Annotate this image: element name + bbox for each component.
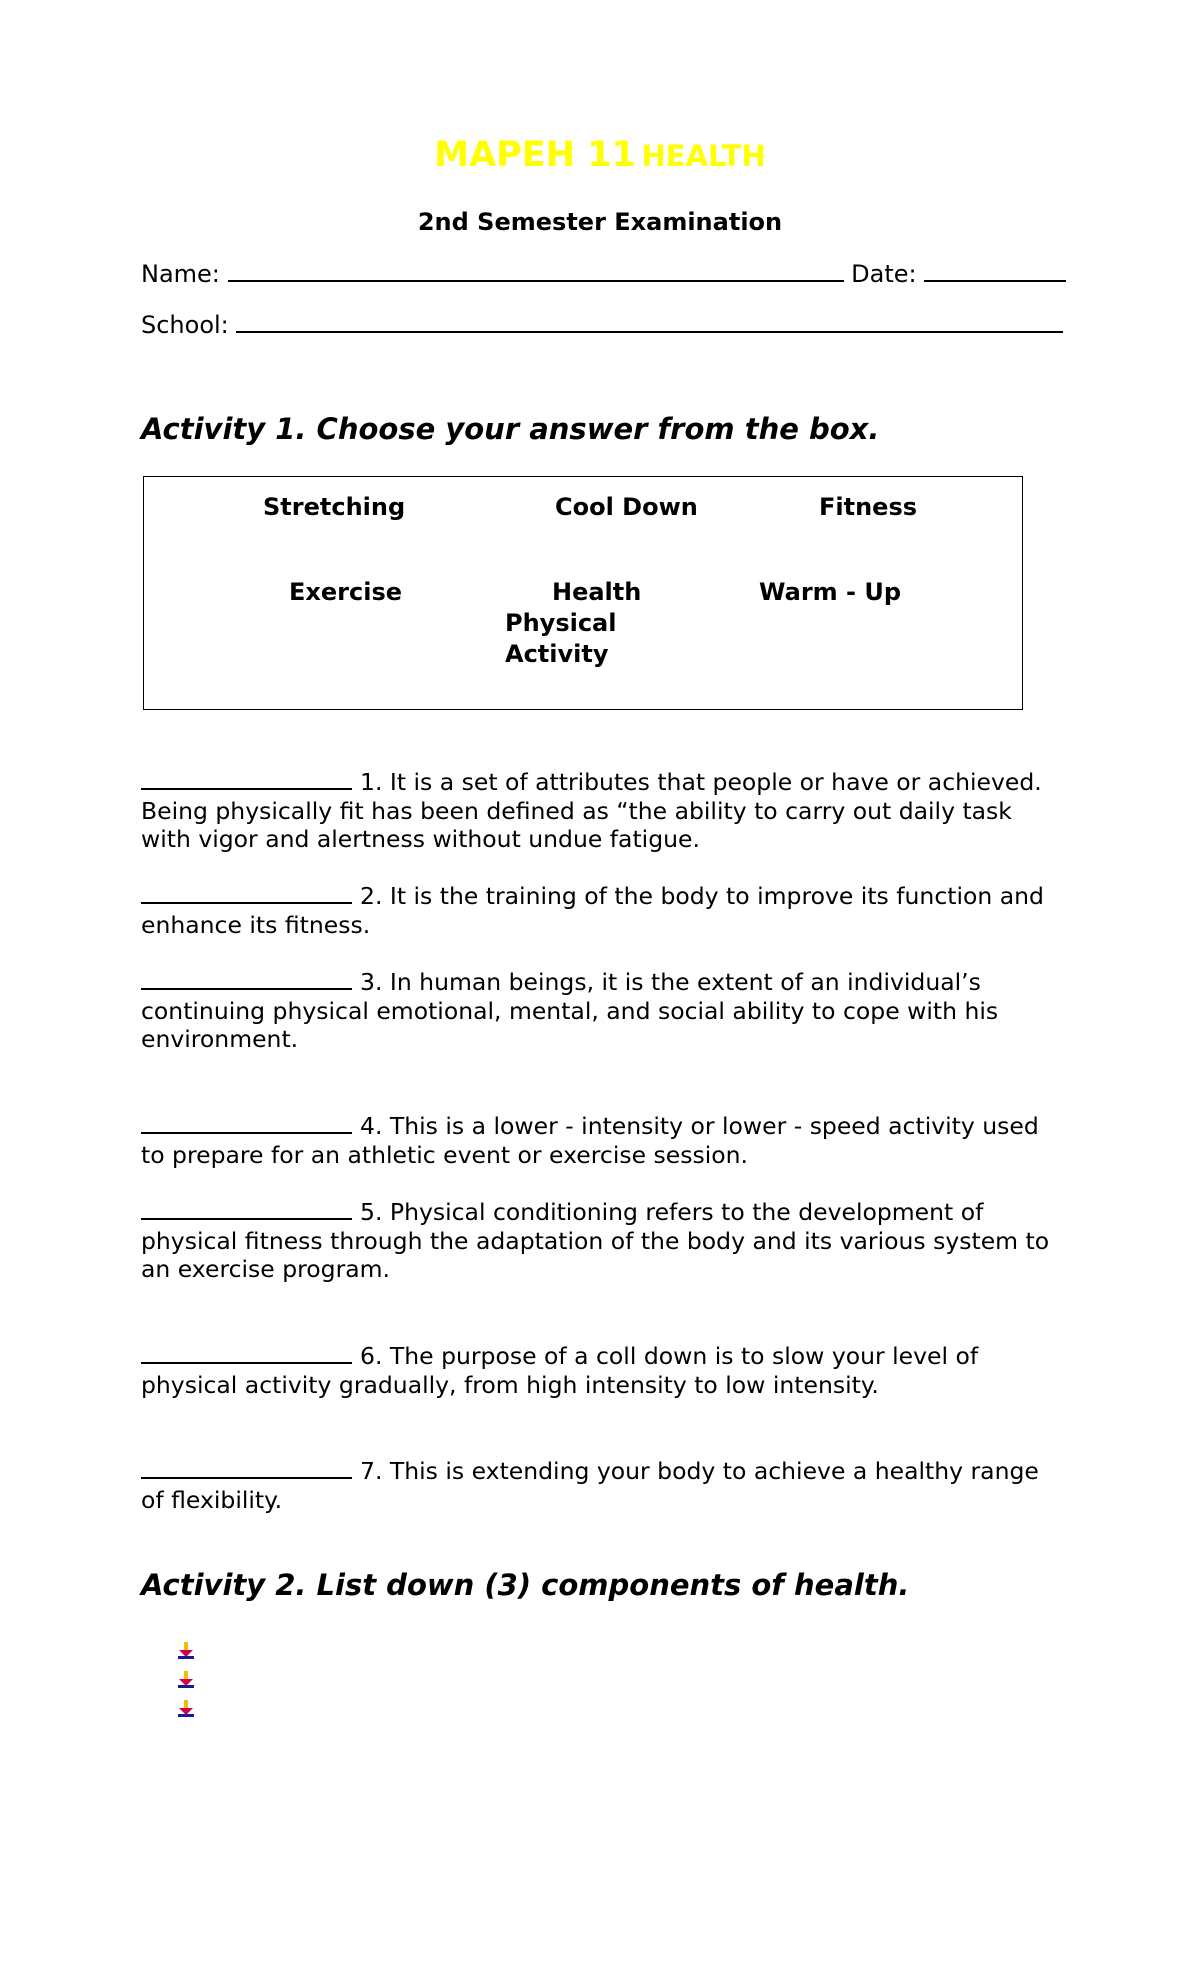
question-text: 6. The purpose of a coll down is to slow your level of physical activity gradually, from high intensity to low intensity. xyxy=(141,1342,979,1399)
exam-subtitle: 2nd Semester Examination xyxy=(417,208,783,236)
choice-word: Health xyxy=(552,578,642,606)
question-text: 2. It is the training of the body to improve its function and enhance its fitness. xyxy=(141,882,1044,939)
question-item xyxy=(141,1110,1061,1169)
question-text: 4. This is a lower - intensity or lower - speed activity used to prepare for an athletic event or exercise session. xyxy=(141,1112,1039,1169)
arrow-bullet-icon xyxy=(176,1670,196,1690)
choice-word: Stretching xyxy=(263,493,406,521)
question-item xyxy=(141,1340,1061,1399)
arrow-bullet-icon xyxy=(176,1699,196,1719)
choice-word: Exercise xyxy=(289,578,403,606)
school-row xyxy=(141,309,1063,339)
page-title xyxy=(0,135,1200,175)
school-blank[interactable] xyxy=(236,309,1063,333)
name-blank[interactable] xyxy=(228,258,844,282)
choice-word: Fitness xyxy=(819,493,918,521)
answer-blank[interactable] xyxy=(141,1340,352,1364)
answer-box xyxy=(143,476,1023,710)
answer-blank[interactable] xyxy=(141,1196,352,1220)
choice-word: Warm - Up xyxy=(759,578,901,606)
date-blank[interactable] xyxy=(924,258,1066,282)
school-label: School: xyxy=(141,311,229,339)
choice-word: Cool Down xyxy=(555,493,698,521)
question-item xyxy=(141,880,1061,939)
question-text: 5. Physical conditioning refers to the development of physical fitness through the adaptation of the body and its various system to an exercise program. xyxy=(141,1198,1050,1283)
answer-blank[interactable] xyxy=(141,766,352,790)
question-text: 1. It is a set of attributes that people or have or achieved. Being physically fit has been defined as “the ability to carry out daily task with vigor and alertness without undue fatigue. xyxy=(141,768,1042,853)
activity-1-heading: Activity 1. Choose your answer from the box. xyxy=(141,412,880,446)
question-text: 3. In human beings, it is the extent of an individual’s continuing physical emotional, mental, and social ability to cope with his environment. xyxy=(141,968,999,1053)
answer-blank[interactable] xyxy=(141,1455,352,1479)
choice-word: Physical xyxy=(505,609,617,637)
title-main: MAPEH 11 xyxy=(434,135,636,175)
answer-blank[interactable] xyxy=(141,966,352,990)
question-item xyxy=(141,766,1061,854)
question-item xyxy=(141,1455,1061,1514)
arrow-bullet-icon xyxy=(176,1641,196,1661)
answer-blank[interactable] xyxy=(141,880,352,904)
title-sub: HEALTH xyxy=(641,139,766,173)
answer-blank[interactable] xyxy=(141,1110,352,1134)
question-text: 7. This is extending your body to achieve a healthy range of flexibility. xyxy=(141,1457,1039,1514)
date-label: Date: xyxy=(851,260,917,288)
question-item xyxy=(141,1196,1061,1284)
name-label: Name: xyxy=(141,260,220,288)
choice-word: Activity xyxy=(505,640,609,668)
activity-2-heading: Activity 2. List down (3) components of health. xyxy=(141,1568,910,1602)
name-date-row xyxy=(141,258,1066,288)
question-item xyxy=(141,966,1061,1054)
